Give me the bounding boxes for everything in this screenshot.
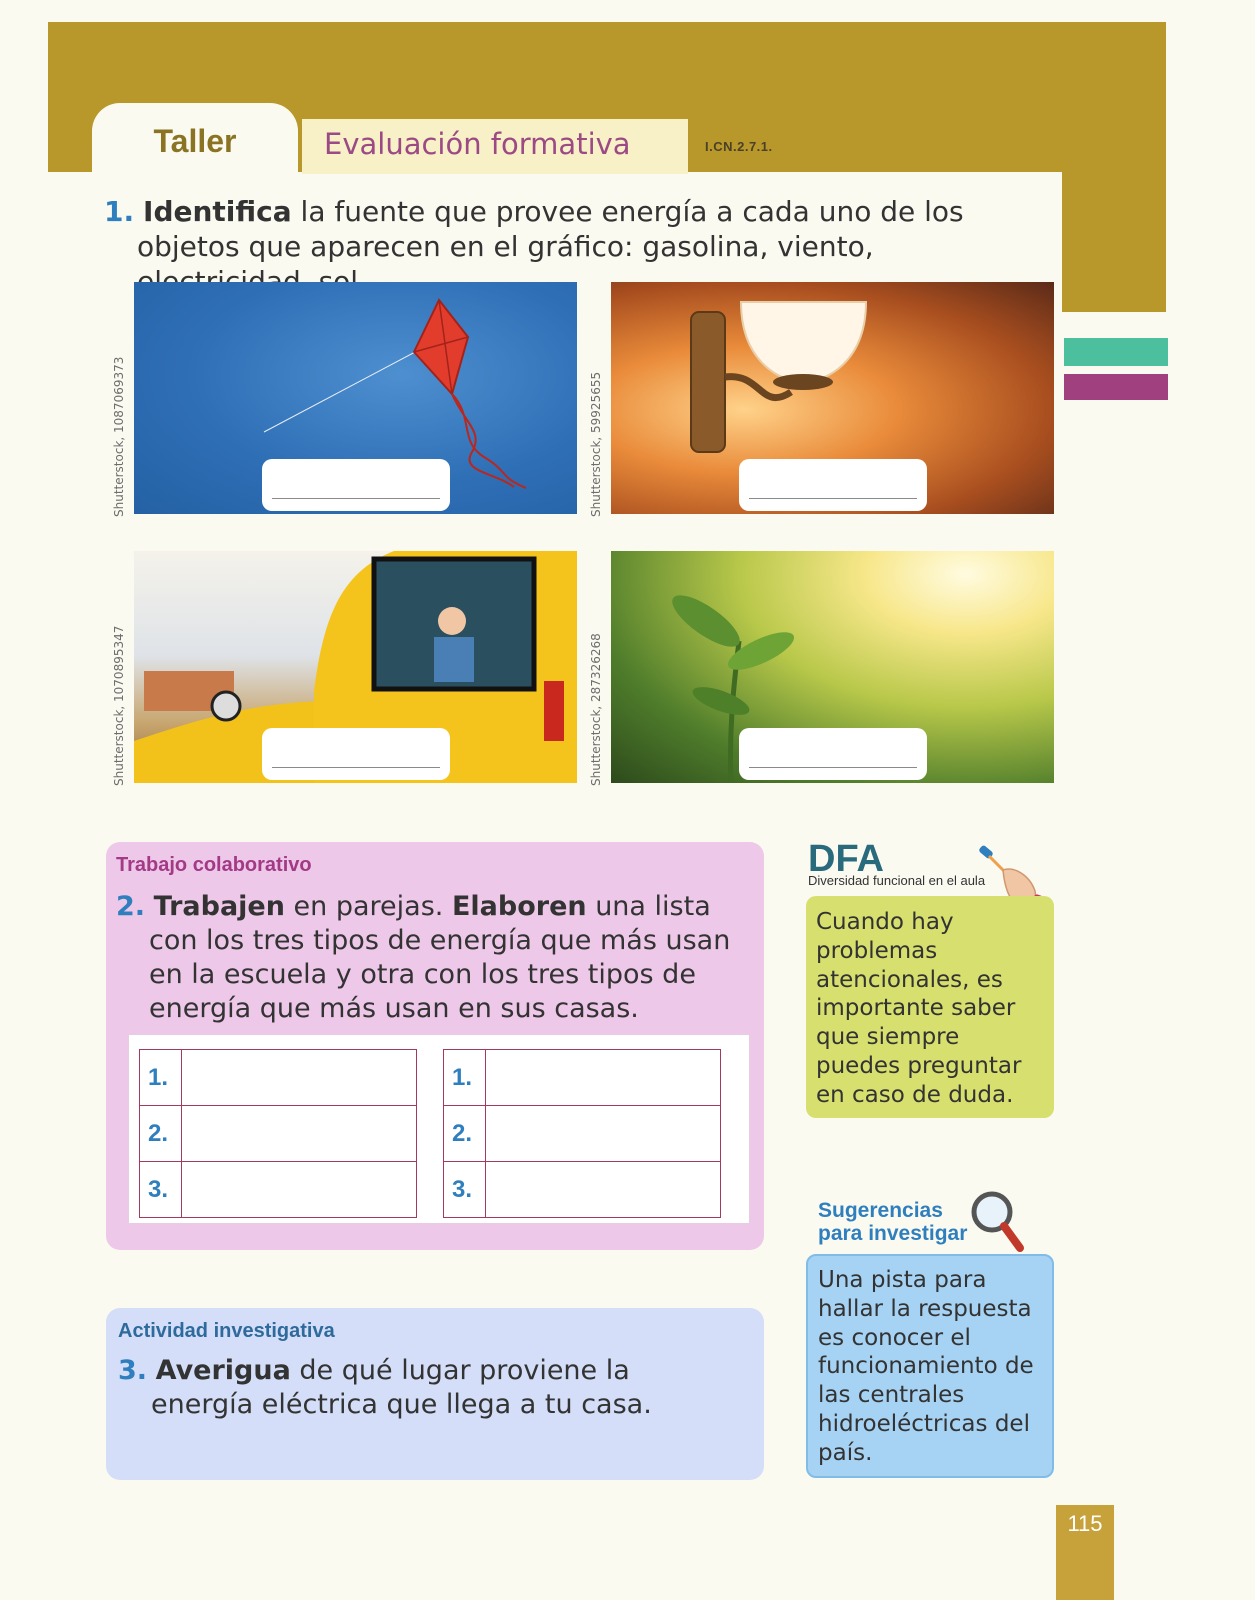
suggestions-text: Una pista para hallar la respuesta es conocer el funcionamiento de las centrales hidroeléctricas del país. [818, 1267, 1034, 1466]
collaborative-header: Trabajo colaborativo [116, 854, 312, 876]
suggestions-title-line-2: para investigar [818, 1222, 968, 1245]
answer-line [749, 767, 917, 768]
question-1-verb: Identifica [143, 195, 292, 228]
dfa-text: Cuando hay problemas atencionales, es importante saber que siempre puedes preguntar en caso de duda. [816, 909, 1022, 1108]
list-row [140, 1105, 416, 1161]
question-2-text-2: una lista con los tres tipos de energía que más usan en la escuela y otra con los tres tipos de energía que más usan en sus casas. [149, 891, 731, 1024]
row-number: 2. [444, 1106, 486, 1161]
photo-credit-lamp: Shutterstock, 59925655 [589, 371, 603, 517]
question-1-number: 1. [104, 195, 135, 228]
research-header: Actividad investigativa [118, 1320, 335, 1342]
list-cell-input[interactable] [182, 1162, 416, 1217]
question-2-verb-1: Trabajen [153, 891, 285, 922]
school-energy-list [139, 1049, 417, 1218]
question-2-verb-2: Elaboren [451, 891, 587, 922]
suggestions-box [806, 1254, 1054, 1478]
row-number: 1. [140, 1050, 182, 1105]
evaluation-label: Evaluación formativa [324, 127, 631, 161]
list-row [444, 1161, 720, 1217]
photo-credit-sun: Shutterstock, 287326268 [589, 633, 603, 786]
taller-tab [92, 103, 298, 175]
question-3-verb: Averigua [155, 1355, 291, 1386]
teal-stripe [1064, 338, 1168, 366]
photo-credit-bus: Shutterstock, 1070895347 [112, 625, 126, 786]
photo-credit-kite: Shutterstock, 1087069373 [112, 356, 126, 517]
answer-box-kite[interactable] [262, 459, 450, 511]
question-3-text: de qué lugar proviene la energía eléctrica que llega a tu casa. [151, 1355, 652, 1420]
home-energy-list [443, 1049, 721, 1218]
question-1-text: la fuente que provee energía a cada uno de los objetos que aparecen en el gráfico: gasolina, viento, [137, 195, 964, 263]
answer-line [749, 498, 917, 499]
list-row [444, 1105, 720, 1161]
question-3 [118, 1354, 738, 1422]
answer-line [272, 498, 440, 499]
magenta-stripe [1064, 374, 1168, 400]
suggestions-title-line-1: Sugerencias [818, 1199, 943, 1222]
question-2-text-1: en parejas. [284, 891, 452, 922]
answer-box-lamp[interactable] [739, 459, 927, 511]
evaluation-tab [302, 119, 688, 174]
curriculum-code: I.CN.2.7.1. [705, 139, 773, 154]
answer-line [272, 767, 440, 768]
row-number: 3. [140, 1162, 182, 1217]
lists-area [128, 1034, 750, 1224]
dfa-subtitle: Diversidad funcional en el aula [808, 873, 986, 888]
page-number-tab [1056, 1505, 1114, 1600]
taller-label: Taller [153, 123, 237, 159]
list-cell-input[interactable] [486, 1050, 720, 1105]
list-cell-input[interactable] [486, 1106, 720, 1161]
research-activity-box [106, 1308, 764, 1480]
magnifying-glass-icon [968, 1188, 1028, 1256]
dfa-box [806, 896, 1054, 1118]
question-2-number: 2. [116, 891, 146, 922]
list-cell-input[interactable] [182, 1106, 416, 1161]
answer-box-sun[interactable] [739, 728, 927, 780]
list-row [140, 1161, 416, 1217]
dfa-title: DFA [808, 838, 884, 880]
question-2 [116, 890, 736, 1026]
list-cell-input[interactable] [486, 1162, 720, 1217]
page-number: 115 [1067, 1511, 1103, 1536]
list-row [444, 1050, 720, 1105]
suggestions-title [818, 1199, 967, 1245]
list-row [140, 1050, 416, 1105]
list-cell-input[interactable] [182, 1050, 416, 1105]
row-number: 3. [444, 1162, 486, 1217]
row-number: 2. [140, 1106, 182, 1161]
question-3-number: 3. [118, 1355, 148, 1386]
row-number: 1. [444, 1050, 486, 1105]
collaborative-work-box [106, 842, 764, 1250]
answer-box-bus[interactable] [262, 728, 450, 780]
